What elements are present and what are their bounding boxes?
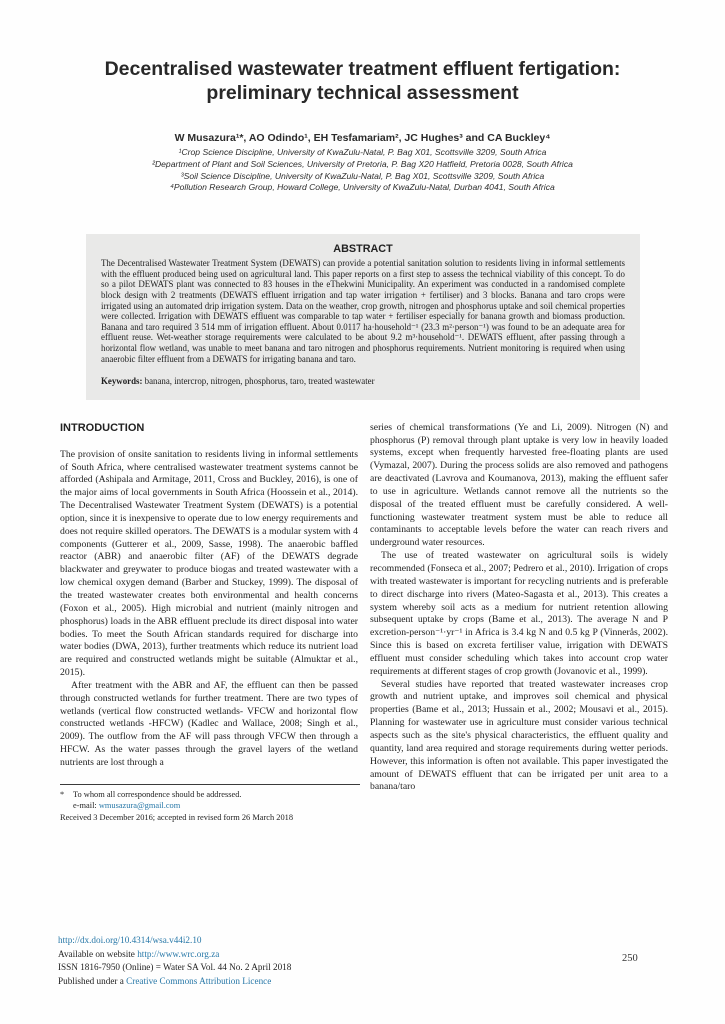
keywords-label: Keywords:	[101, 376, 143, 387]
doi-link[interactable]: http://dx.doi.org/10.4314/wsa.v44i2.10	[58, 935, 202, 945]
right-column	[370, 422, 668, 823]
intro-right-paragraph-2: The use of treated wastewater on agricultural soils is widely recommended (Fonseca et al., 2007; Pedrero et al., 2010). Irrigation of crops with treated wastewater is important for recycling nutrients and is preferable to direct discharge into rivers (Mateo-Sagasta et al., 2013). This creates a system whereby soil acts as a medium for nutrient retention allowing subsequent uptake by crops (Bame et al., 2013). The average N and P excretion-person⁻¹·yr⁻¹ in Africa is 3.4 kg N and 0.5 kg P (Vinnerås, 2002). Since this is based on excreta fertiliser value, irrigation with DEWATS effluent must consider scheduling which takes into account crop water requirements at different stages of crop growth (Jovanovic et al., 1999).	[370, 550, 668, 677]
doi-line	[58, 934, 291, 948]
abstract-text: The Decentralised Wastewater Treatment System (DEWATS) can provide a potential sanitation solution to residents living in informal settlements with the effluent produced being used on agricultural land. This paper reports on a first step to assess the technical viability of this concept. To do so a pilot DEWATS plant was connected to 83 houses in the eThekwini Municipality. An experiment was conducted in a randomised complete block design with 2 treatments (DEWATS effluent irrigation and tap water irrigation + fertiliser) and 3 blocks. Banana and taro crops were irrigated using an automated drip irrigation system. Data on the weather, crop growth, nitrogen and phosphorus uptake and soil chemical properties were collected. Irrigation with DEWATS effluent was comparable to tap water + fertiliser especially for banana growth and biomass production. Banana and taro required 3 514 mm of irrigation effluent. About 0.0117 ha·household⁻¹ (23.3 m²·person⁻¹) was found to be an adequate area for effluent reuse. Wet-weather storage requirements were calculated to be about 9.2 m³·household⁻¹. DEWATS effluent, after passing through a horizontal flow wetland, was unable to meet banana and taro nitrogen and phosphorus requirements. Nutrient monitoring is required when using anaerobic filter effluent from a DEWATS for irrigating banana and taro.	[101, 258, 625, 364]
licence-line	[58, 975, 291, 989]
journal-footer	[58, 934, 291, 988]
website-line	[58, 948, 291, 962]
intro-left-paragraph-1: The provision of onsite sanitation to residents living in informal settlements of South Africa, where centralised wastewater treatment systems cannot be afforded (Ashipala and Armitage, 2011, Cross and Buckley, 2016), is one of the major aims of local governments in South Africa (Hoossein et al., 2014). The Decentralised Wastewater Treatment System (DEWATS) is a potential option, since it is inexpensive to operate due to low energy requirements and does not require skilled operators. The DEWATS is a modular system with 4 components (Gutterer et al., 2009, Sasse, 1998). The anaerobic baffled reactor (ABR) and anaerobic filter (AF) of the DEWATS degrade blackwater and greywater to produce biogas and treated wastewater with a low chemical oxygen demand (Barber and Stuckey, 1999). The disposal of the treated wastewater creates both environmental and health concerns (Foxon et al., 2005). High microbial and nutrient (mainly nitrogen and phosphorus) loads in the ABR effluent preclude its direct disposal into water bodies. To meet the South African standards required for discharge into water bodies (DWA, 2013), further treatments which reduce its nutrient load are required and constructed wetlands might be suitable (Almuktar et al., 2015).	[60, 448, 358, 679]
intro-left-paragraph-2: After treatment with the ABR and AF, the effluent can then be passed through constructed wetlands for further treatment. There are two types of wetlands (vertical flow constructed wetlands- VFCW and horizontal flow constructed wetlands -HFCW) (Kadlec and Wallace, 2008; Singh et al., 2009). The outflow from the AF will pass through VFCW then through a HFCW. As the water passes through the gravel layers of the wetland nutrients are lost through a	[60, 679, 358, 768]
affiliation-3: ³Soil Science Discipline, University of KwaZulu-Natal, P. Bag X01, Scottsville 3209, South Africa	[180, 170, 545, 181]
intro-right-paragraph-1: series of chemical transformations (Ye and Li, 2009). Nitrogen (N) and phosphorus (P) removal through plant uptake is very low in heavily loaded systems, except when frequently harvested free-floating plants are used (Vymazal, 2007). During the process solids are also removed and pathogens are deactivated (Lavrova and Koumanova, 2013), making the effluent safer to use in agriculture. Wetlands cannot remove all the nutrients so the disposal of the treated effluent must be carefully considered. A well-functioning wastewater treatment system must be able to reduce all contaminants to acceptable levels before the water can reach rivers and underground water resources.	[370, 421, 668, 549]
footnote-asterisk: *	[60, 789, 65, 799]
email-label: e-mail:	[73, 801, 99, 811]
left-column	[60, 422, 358, 823]
affiliations-block	[0, 147, 725, 194]
introduction-heading: INTRODUCTION	[60, 421, 145, 434]
intro-right-paragraph-3: Several studies have reported that treated wastewater increases crop growth and nutrient uptake, and improves soil chemical and physical properties (Bame et al., 2013; Hussain et al., 2002; Mousavi et al., 2015). Planning for wastewater use in agriculture must consider various technical aspects such as the site's physical characteristics, the effluent quality and quantity, land area required and storage requirements during wetter periods. However, this information is often not available. This paper investigated the amount of DEWATS effluent that can be irrigated per unit area to a banana/taro	[370, 678, 668, 793]
received-line: Received 3 December 2016; accepted in revised form 26 March 2018	[60, 812, 294, 822]
page-number: 250	[622, 953, 638, 964]
keywords-text: banana, intercrop, nitrogen, phosphorus, taro, treated wastewater	[142, 376, 375, 387]
correspondence-footnote	[60, 784, 360, 823]
correspondence-note	[60, 789, 360, 800]
affiliation-1: ¹Crop Science Discipline, University of KwaZulu-Natal, P. Bag X01, Scottsville 3209, South Africa	[178, 147, 547, 157]
title-line-1: Decentralised wastewater treatment effluent fertigation:	[104, 58, 621, 80]
licence-link[interactable]: Creative Commons Attribution Licence	[126, 975, 272, 986]
correspondence-text: To whom all correspondence should be addressed.	[73, 789, 242, 799]
introduction-section	[60, 422, 668, 823]
email-link[interactable]: wmusazura@gmail.com	[98, 801, 181, 811]
title-line-2: preliminary technical assessment	[206, 82, 519, 104]
website-prefix: Available on website	[58, 948, 138, 959]
authors-line: W Musazura¹*, AO Odindo¹, EH Tesfamariam², JC Hughes³ and CA Buckley⁴	[174, 132, 551, 144]
website-link[interactable]: http://www.wrc.org.za	[137, 948, 220, 959]
affiliation-2: ²Department of Plant and Soil Sciences, University of Pretoria, P. Bag X20 Hatfield, Pretoria 0028, South Africa	[152, 158, 573, 169]
keywords-line	[101, 376, 625, 387]
page-title	[0, 0, 725, 105]
email-line	[60, 800, 360, 811]
licence-prefix: Published under a	[58, 975, 127, 986]
issn-line: ISSN 1816-7950 (Online) = Water SA Vol. 44 No. 2 April 2018	[58, 962, 292, 973]
abstract-section	[86, 234, 640, 400]
affiliation-4: ⁴Pollution Research Group, Howard College, University of KwaZulu-Natal, Durban 4041, South Africa	[170, 182, 555, 193]
abstract-heading: ABSTRACT	[333, 243, 393, 256]
